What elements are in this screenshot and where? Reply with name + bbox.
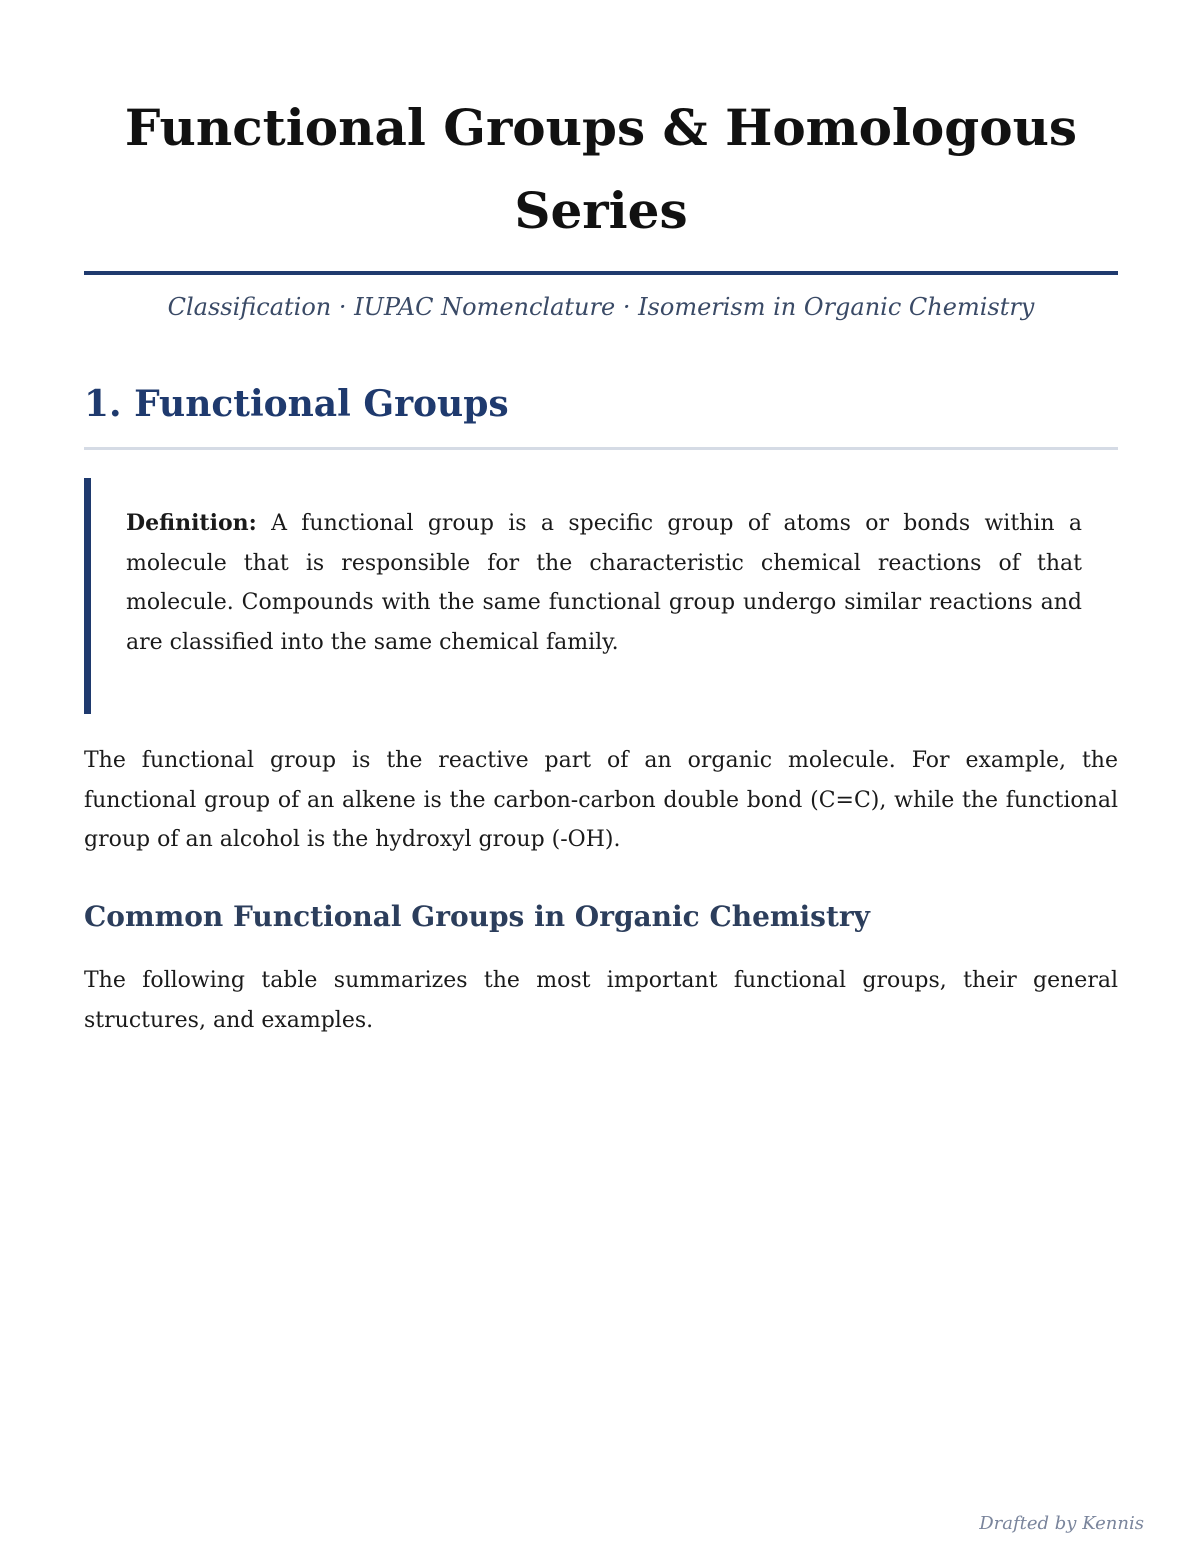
subheading-common-functional-groups: Common Functional Groups in Organic Chemistry [84, 900, 870, 933]
document-title: Functional Groups & Homologous Series [124, 98, 1078, 240]
body-paragraph-functional-group: The functional group is the reactive part of an organic molecule. For example, the functional group of an alkene is the carbon-carbon double bond (C=C), while the functional group of an alcohol is the hydroxyl group (-OH). [84, 748, 1118, 852]
section-divider [84, 447, 1118, 450]
document-subtitle: Classification · IUPAC Nomenclature · Isomerism in Organic Chemistry [167, 293, 1035, 321]
body-paragraph-table-intro: The following table summarizes the most important functional groups, their general structures, and examples. [84, 968, 1118, 1033]
footer-credit: Drafted by Kennis [979, 1513, 1144, 1534]
definition-label: Definition: [126, 510, 257, 536]
definition-callout [84, 478, 1118, 714]
definition-body: A functional group is a specific group of atoms or bonds within a molecule that is responsible for the characteristic chemical reactions of that molecule. Compounds with the same functional group undergo similar reactions and are classified into the same chemical family. [126, 511, 1082, 655]
section-heading-functional-groups: 1. Functional Groups [84, 383, 509, 425]
title-divider [84, 271, 1118, 275]
callout-accent-bar [84, 478, 91, 714]
definition-text [126, 504, 1082, 662]
